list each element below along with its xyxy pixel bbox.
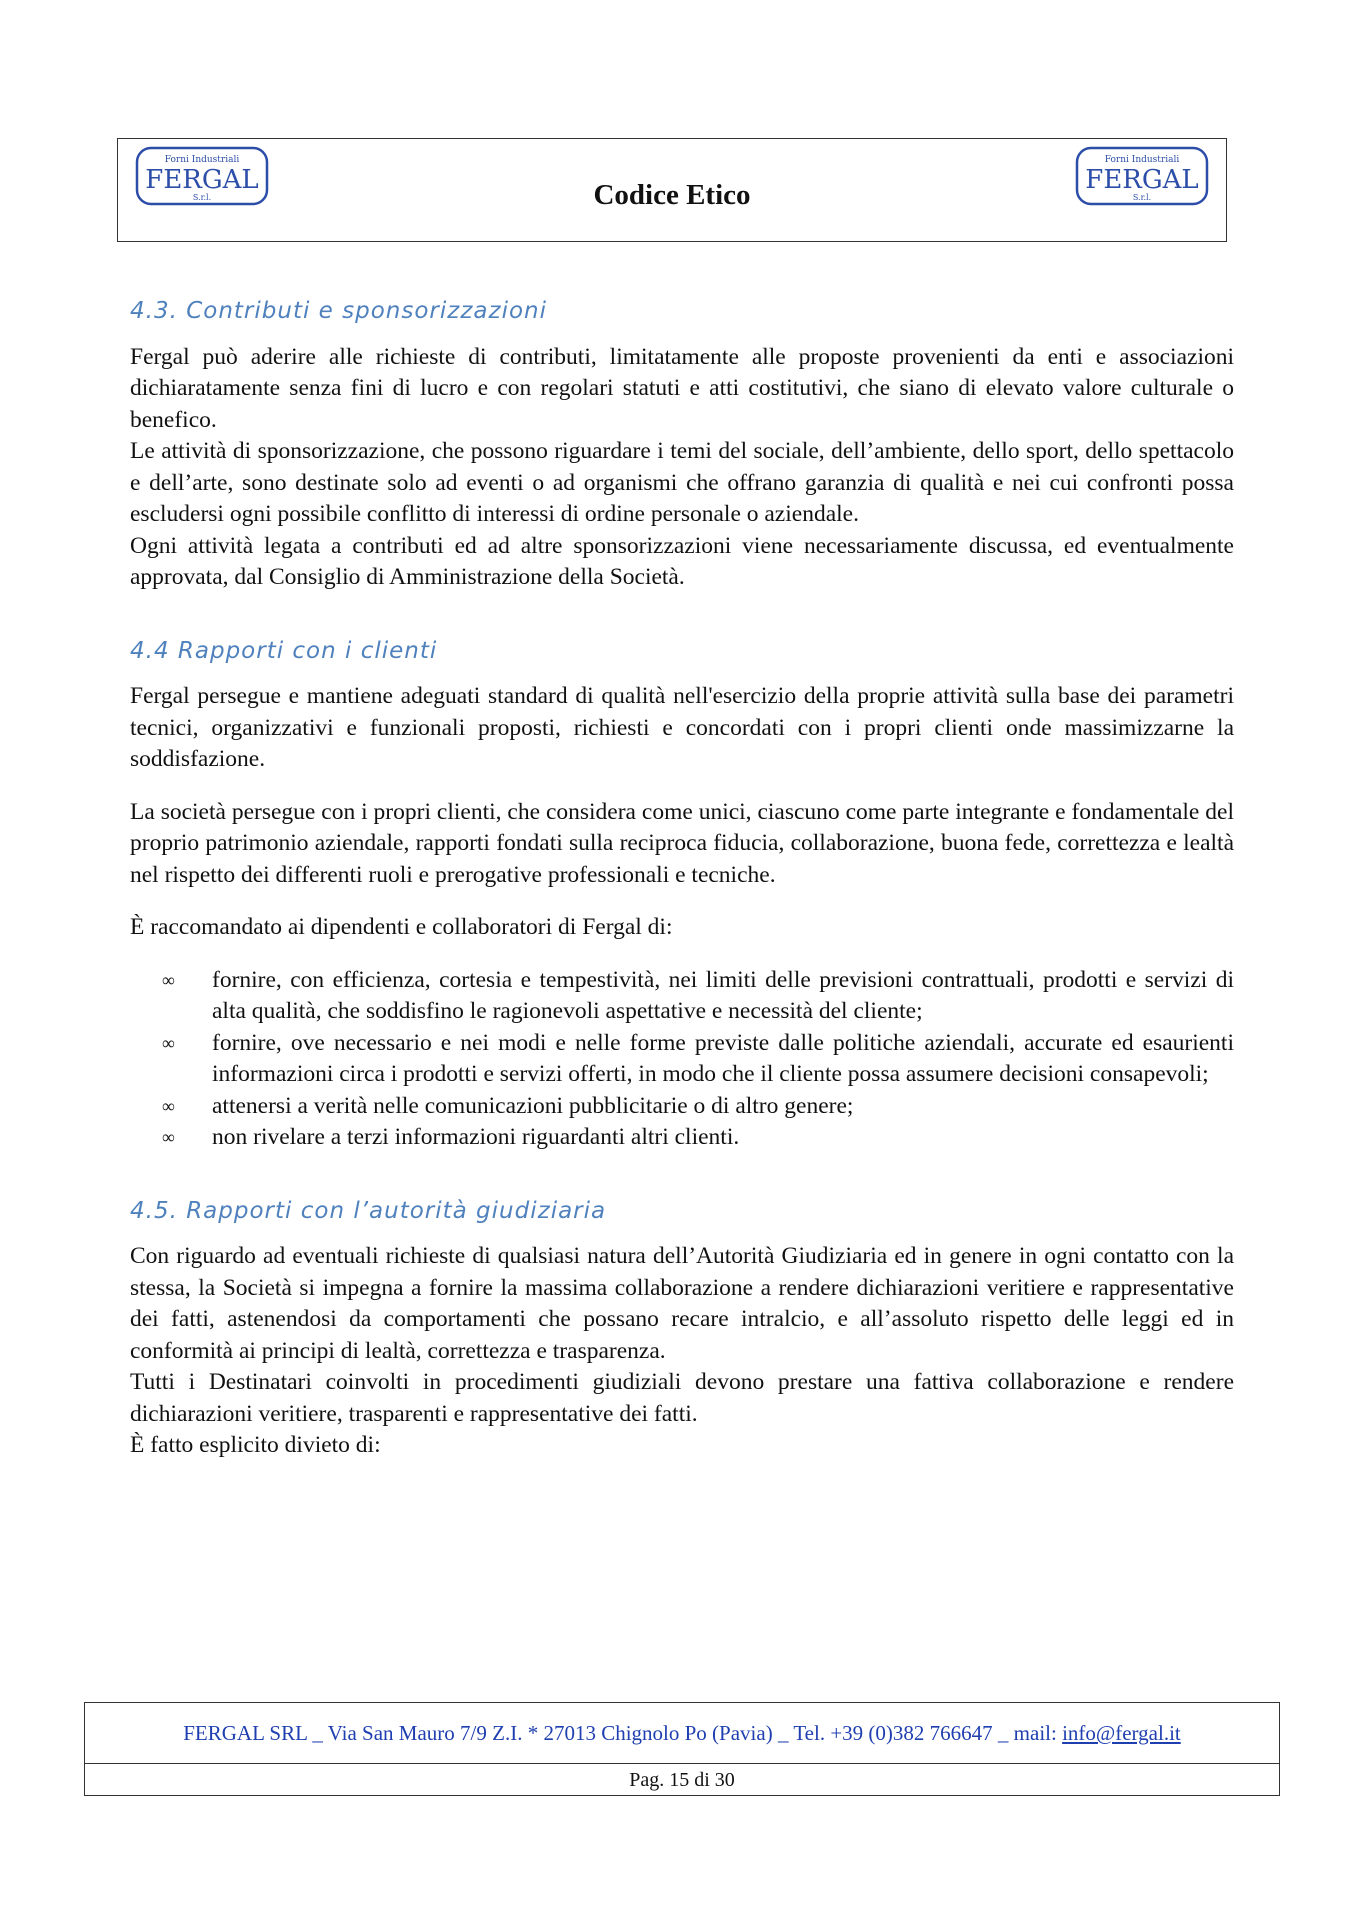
paragraph: Tutti i Destinatari coinvolti in procedimenti giudiziali devono prestare una fattiva collaborazione e rendere dichiarazioni veritiere, trasparenti e rappresentative dei fatti. <box>130 1369 1234 1427</box>
infinity-bullet-icon: ∞ <box>162 969 175 990</box>
section-heading-autorita: 4.5. Rapporti con l’autorità giudiziaria <box>130 1197 607 1224</box>
svg-text:FERGAL: FERGAL <box>1085 165 1199 195</box>
infinity-bullet-icon: ∞ <box>162 1127 175 1147</box>
section-heading-clienti: 4.4 Rapporti con i clienti <box>130 637 438 664</box>
paragraph: La società persegue con i propri clienti, che considera come unici, ciascuno come parte integrante e fondamentale del proprio patrimonio aziendale, rapporti fondati sulla reciproca fiducia, collaborazione, buona fede, correttezza e lealtà nel rispetto dei differenti ruoli e prerogative professionali e tecniche. <box>130 798 1234 888</box>
page-number: Pag. 15 di 30 <box>629 1769 735 1791</box>
company-address: FERGAL SRL _ Via San Mauro 7/9 Z.I. * 27013 Chignolo Po (Pavia) _ Tel. +39 (0)382 766647 _ mail: <box>183 1721 1063 1745</box>
email-link[interactable]: info@fergal.it <box>1062 1721 1181 1745</box>
svg-text:Forni Industriali: Forni Industriali <box>164 155 240 165</box>
bullet-list <box>130 965 1234 1154</box>
svg-text:FERGAL: FERGAL <box>145 165 259 195</box>
paragraph: È fatto esplicito divieto di: <box>130 1432 381 1458</box>
svg-text:S.r.l.: S.r.l. <box>1132 193 1152 202</box>
paragraph: Ogni attività legata a contributi ed ad altre sponsorizzazioni viene necessariamente discussa, ed eventualmente approvata, dal Consiglio di Amministrazione della Società. <box>130 532 1234 590</box>
svg-text:Forni Industriali: Forni Industriali <box>1104 155 1180 165</box>
document-body <box>130 296 1234 1462</box>
paragraph: Fergal persegue e mantiene adeguati standard di qualità nell'esercizio della proprie attività sulla base dei parametri tecnici, organizzativi e funzionali proposti, richiesti e concordati con i propri clienti onde massimizzarne la soddisfazione. <box>130 683 1234 772</box>
infinity-bullet-icon: ∞ <box>162 1032 175 1053</box>
paragraph: Le attività di sponsorizzazione, che possono riguardare i temi del sociale, dell’ambiente, dello sport, dello spettacolo e dell’arte, sono destinate solo ad eventi o ad organismi che offrano garanzia di qualità e nei cui confronti possa escludersi ogni possibile conflitto di interessi di ordine personale o aziendale. <box>130 438 1234 527</box>
company-info <box>85 1703 1279 1764</box>
list-item: ∞ fornire, ove necessario e nei modi e nelle forme previste dalle politiche aziendali, accurate ed esaurienti informazioni circa i prodotti e servizi offerti, in modo che il cliente possa assumere decisioni consapevoli; <box>162 1029 1234 1087</box>
paragraph: Fergal può aderire alle richieste di contributi, limitatamente alle proposte provenienti da enti e associazioni dichiaratamente senza fini di lucro e con regolari statuti e atti costitutivi, che siano di elevato valore culturale o benefico. <box>130 343 1234 433</box>
list-item: ∞ attenersi a verità nelle comunicazioni pubblicitarie o di altro genere; <box>212 1091 1234 1123</box>
section-heading-contributi: 4.3. Contributi e sponsorizzazioni <box>130 298 548 324</box>
svg-text:S.r.l.: S.r.l. <box>192 193 212 202</box>
page-header <box>117 138 1227 242</box>
fergal-logo-right <box>1074 145 1210 207</box>
list-item: ∞ fornire, con efficienza, cortesia e tempestività, nei limiti delle previsioni contrattuali, prodotti e servizi di alta qualità, che soddisfino le ragionevoli aspettative e necessità del cliente; <box>162 966 1234 1024</box>
paragraph: È raccomandato ai dipendenti e collaboratori di Fergal di: <box>130 914 673 940</box>
paragraph: Con riguardo ad eventuali richieste di qualsiasi natura dell’Autorità Giudiziaria ed in genere in ogni contatto con la stessa, la Società si impegna a fornire la massima collaborazione a rendere dichiarazioni veritiere e rappresentative dei fatti, astenendosi da comportamenti che possano recare intralcio, e all’assoluto rispetto delle leggi ed in conformità ai principi di lealtà, correttezza e trasparenza. <box>130 1243 1234 1364</box>
document-title: Codice Etico <box>593 179 751 211</box>
list-item: ∞ non rivelare a terzi informazioni riguardanti altri clienti. <box>212 1122 1234 1154</box>
page-footer <box>84 1702 1280 1796</box>
infinity-bullet-icon: ∞ <box>162 1095 175 1116</box>
